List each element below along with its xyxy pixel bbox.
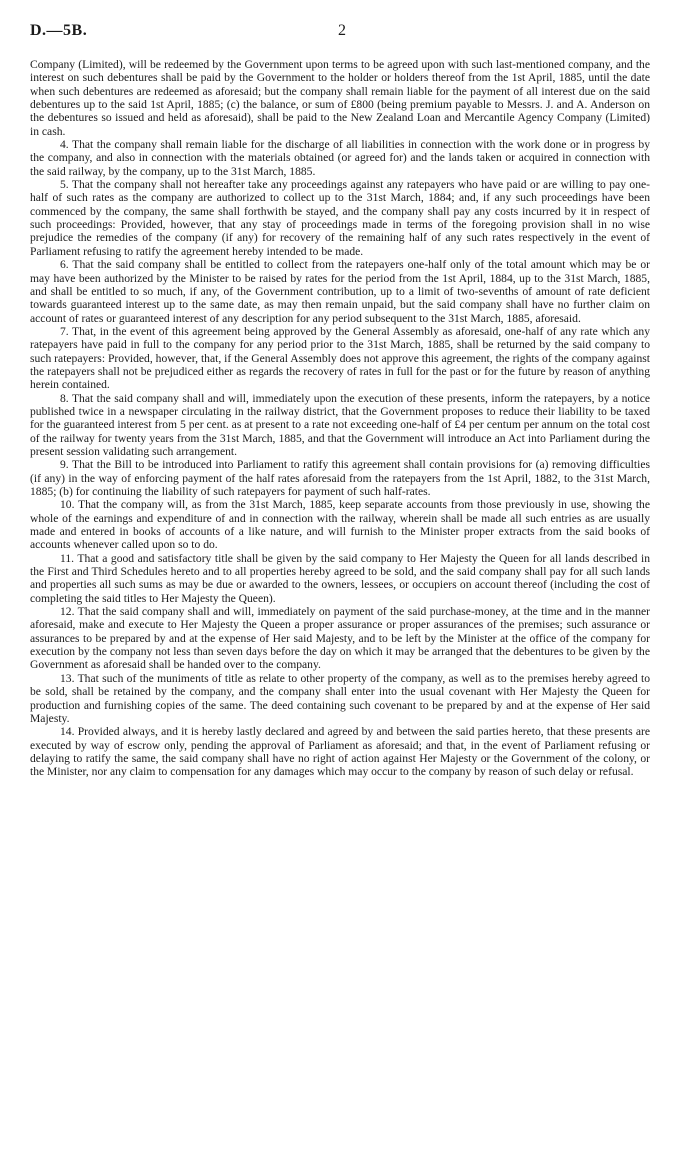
clause-11: 11. That a good and satisfactory title shall be given by the said company to Her Majesty the Queen for all lands described in the First and Third Schedules hereto and to all properties hereby agreed to be sold, and the said company shall pay for all such lands and properties all such sums as may be due or awarded to the owners, lessees, or occupiers on account thereof (including the cost of completing the said titles to Her Majesty the Queen). (30, 551, 650, 605)
clause-5: 5. That the company shall not hereafter take any proceedings against any ratepayers who have paid or are willing to pay one-half of such rates as the company are authorized to collect up to the 31st March, 1884; and, if any such proceedings have been commenced by the company, the same shall forthwith be stayed, and the company shall pay any costs incurred by it in respect of such proceedings: Provided, however, that any stay of proceedings made in terms of the foregoing provision shall in no wise prejudice the remedies of the company (if any) for recovery of the remaining half of any such rates respectively in the event of Parliament refusing to ratify the agreement hereby intended to be made. (30, 178, 650, 258)
clause-4: 4. That the company shall remain liable for the discharge of all liabilities in connection with the work done or in progress by the company, and also in connection with the materials obtained (or agreed for) and the lands taken or acquired in connection with the said railway, by the company, up to the 31st March, 1885. (30, 138, 650, 178)
clause-10: 10. That the company will, as from the 31st March, 1885, keep separate accounts from those previously in use, showing the whole of the earnings and expenditure of and in connection with the railway, wherein shall be made all such entries as are usually made and entered in books of accounts of a like nature, and will furnish to the Minister proper extracts from the said books of accounts whenever called upon so to do. (30, 498, 650, 552)
clause-14: 14. Provided always, and it is hereby lastly declared and agreed by and between the said parties hereto, that these presents are executed by way of escrow only, pending the approval of Parliament as aforesaid; and that, in the event of Parliament refusing or delaying to ratify the same, the said company shall have no right of action against Her Majesty or the Government of the colony, or the Minister, nor any claim to compensation for any damages which may occur to the company by reason of such delay or refusal. (30, 725, 650, 779)
document-reference: D.—5B. (30, 22, 88, 39)
clause-12: 12. That the said company shall and will, immediately on payment of the said purchase-money, at the time and in the manner aforesaid, make and execute to Her Majesty the Queen a proper assurance or proper assurances of the premises; such assurance or assurances to be prepared by and at the expense of Her said Majesty, and to be left by the Minister at the office of the company for execution by the company not less than seven days before the day on which it may be arranged that the debentures to be given by the Government as aforesaid shall be handed over to the company. (30, 605, 650, 672)
clause-9: 9. That the Bill to be introduced into Parliament to ratify this agreement shall contain provisions for (a) removing difficulties (if any) in the way of enforcing payment of the half rates aforesaid from the ratepayers from the 1st April, 1882, to the 31st March, 1885; (b) for continuing the liability of such ratepayers for payment of such half-rates. (30, 458, 650, 498)
clause-13: 13. That such of the muniments of title as relate to other property of the company, as well as to the premises hereby agreed to be sold, shall be retained by the company, and the company shall enter into the usual covenant with Her Majesty the Queen for production and furnishing copies of the same. The deed containing such covenant to be prepared by and at the expense of Her said Majesty. (30, 671, 650, 725)
clause-8: 8. That the said company shall and will, immediately upon the execution of these presents, inform the ratepayers, by a notice published twice in a newspaper circulating in the railway district, that the Government proposes to reduce their liability to be taxed for the guaranteed interest from 5 per cent. as at present to a rate not exceeding one-half of £4 per centum per annum on the total cost of the railway for twenty years from the 31st March, 1885, and that the Government will introduce an Act into Parliament during the present session validating such arrangement. (30, 391, 650, 458)
document-body (30, 58, 650, 779)
paragraph-continuation: Company (Limited), will be redeemed by the Government upon terms to be agreed upon with such last-mentioned company, and the interest on such debentures shall be paid by the Government to the holder or holders thereof from the 1st April, 1885, until the date when such debentures are redeemed as aforesaid; but the company shall remain liable for the payment of all interest due on the said debentures up to the said 1st April, 1885; (c) the balance, or sum of £800 (being premium payable to Messrs. J. and A. Anderson on the debentures so issued and held as aforesaid), shall be paid to the New Zealand Loan and Mercantile Agency Company (Limited) in cash. (30, 58, 650, 138)
clause-7: 7. That, in the event of this agreement being approved by the General Assembly as aforesaid, one-half of any rate which any ratepayers have paid in full to the company for any period prior to the 31st March, 1885, shall be returned by the said company to such ratepayers: Provided, however, that, if the General Assembly does not approve this agreement, the rights of the company against the ratepayers shall not be prejudiced either as regards the recovery of rates in full for the past or for the future by reason of anything herein contained. (30, 324, 650, 392)
clause-6: 6. That the said company shall be entitled to collect from the ratepayers one-half only of the total amount which may be or may have been authorized by the Minister to be raised by rates for the period from the 1st April, 1884, up to the 31st March, 1885, and shall be entitled to so much, if any, of the Government contribution, up to a limit of two-sevenths of amount of rate deficient towards guaranteed interest up to the same date, as may then remain unpaid, but the said company shall have no further claim on account of rates or guaranteed interest of any description for any period subsequent to the 31st March, 1885, aforesaid. (30, 258, 650, 325)
page-header (30, 22, 650, 48)
page-number: 2 (338, 22, 346, 39)
document-page (30, 22, 650, 779)
